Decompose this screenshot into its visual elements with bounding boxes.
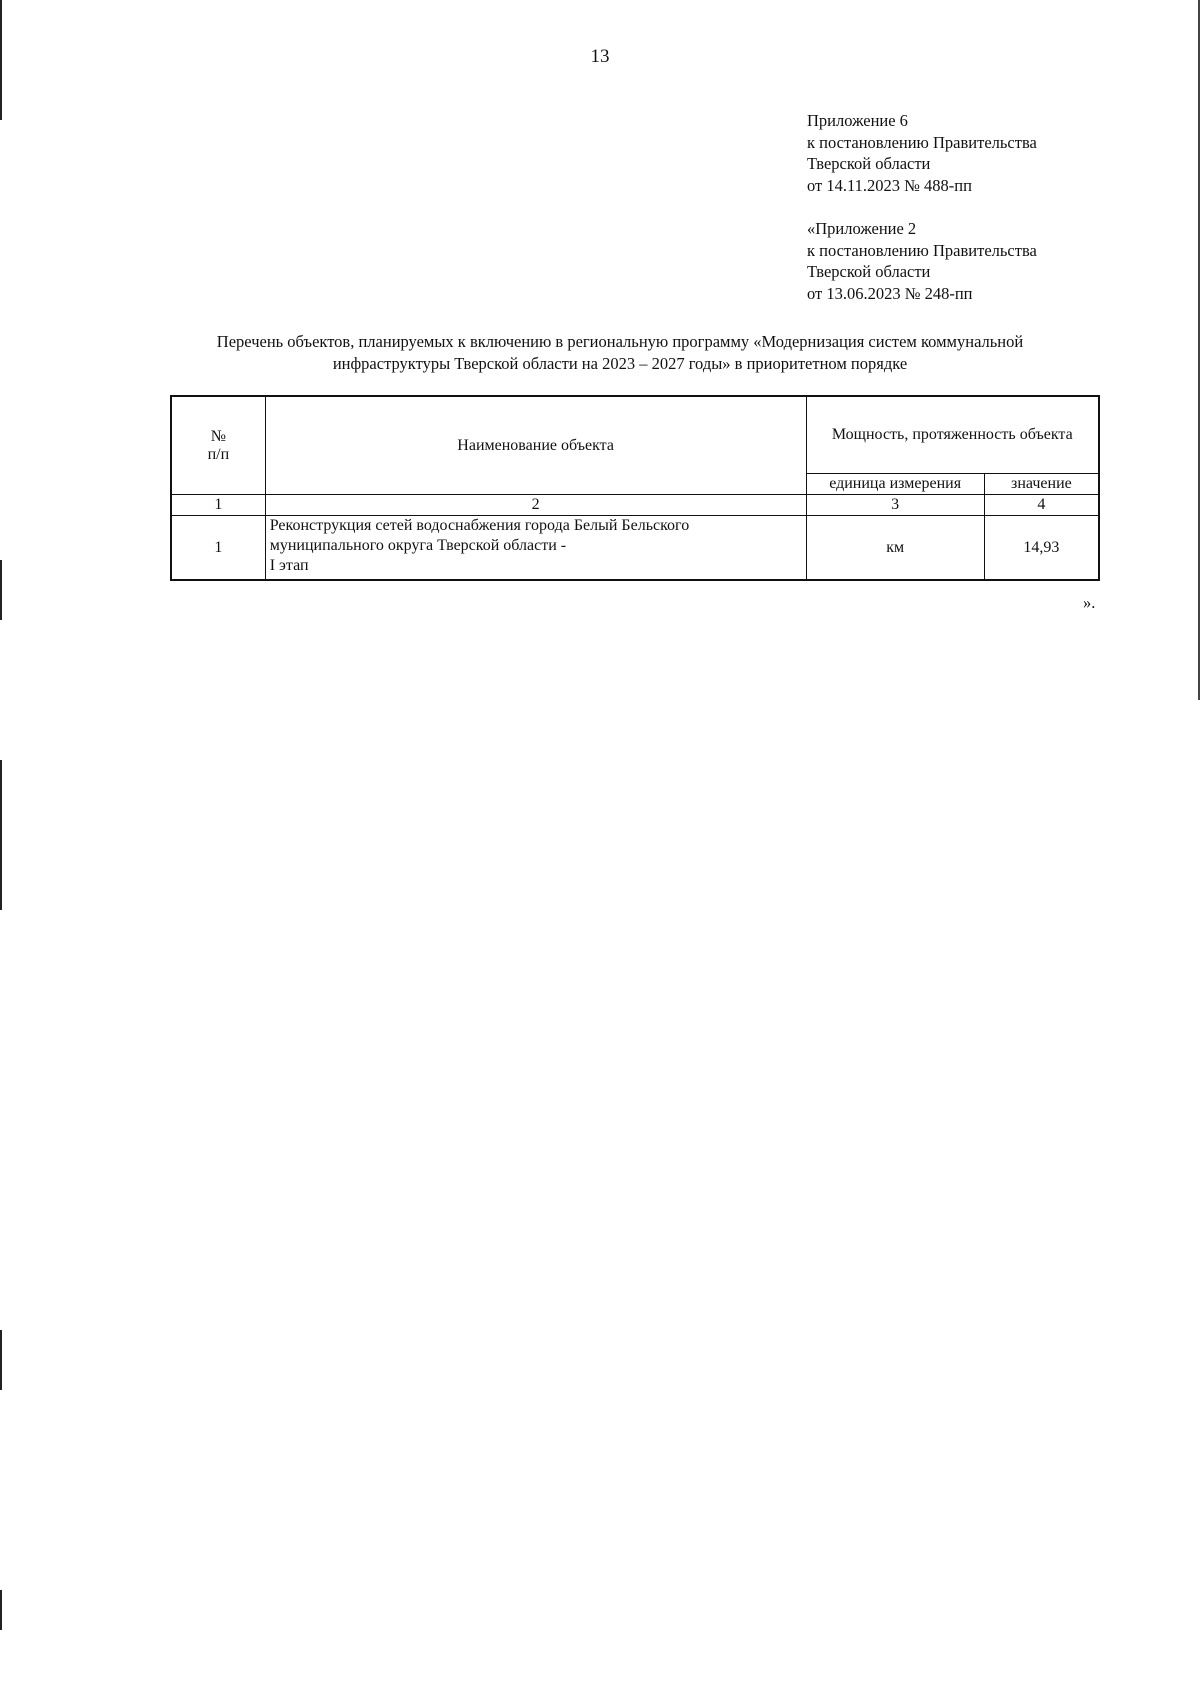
header-unit: единица измерения [806,474,984,495]
object-name-line: Реконструкция сетей водоснабжения города Белый Бельского [269,517,690,534]
column-index-row [171,495,1099,516]
column-index-cell: 1 [171,495,265,516]
title-line: инфраструктуры Тверской области на 2023 – 2027 годы» в приоритетном порядке [332,354,908,373]
row-value: 14,93 [984,516,1099,581]
column-index-cell: 3 [806,495,984,516]
row-unit: км [806,516,984,581]
title-line: Перечень объектов, планируемых к включению в региональную программу «Модернизация систем коммунальной [216,332,1024,351]
object-name-line: муниципального округа Тверской области - [269,537,567,554]
page-number: 13 [590,46,610,67]
header-number [171,396,265,495]
objects-table [170,395,1100,581]
document-title [150,331,1090,375]
header-number-symbol: № [210,427,226,445]
closing-quote: ». [1083,593,1096,612]
row-number: 1 [171,516,265,581]
table-row [171,516,1099,581]
appendix-current-reference [807,110,1037,196]
appendix-line: «Приложение 2 [807,219,917,238]
header-value: значение [984,474,1099,495]
row-object-name [265,516,806,581]
scan-edge-mark [0,560,2,620]
column-index-cell: 4 [984,495,1099,516]
appendix-line: Тверской области [807,154,931,173]
appendix-line: от 13.06.2023 № 248-пп [807,283,973,303]
appendix-line: Приложение 6 [807,111,908,130]
appendix-previous-reference [807,218,1037,304]
column-index-cell: 2 [265,495,806,516]
appendix-line: Тверской области [807,262,931,281]
appendix-line: к постановлению Правительства [807,132,1037,152]
appendix-line: к постановлению Правительства [807,240,1037,260]
header-capacity: Мощность, протяженность объекта [806,396,1099,474]
object-name-line: I этап [269,557,309,574]
scan-edge-mark [0,1330,2,1390]
scan-edge-mark [0,760,2,910]
scan-edge-mark [0,1590,2,1630]
header-object-name: Наименование объекта [265,396,806,495]
header-number-abbrev: п/п [207,445,230,463]
appendix-line: от 14.11.2023 № 488-пп [807,175,972,195]
